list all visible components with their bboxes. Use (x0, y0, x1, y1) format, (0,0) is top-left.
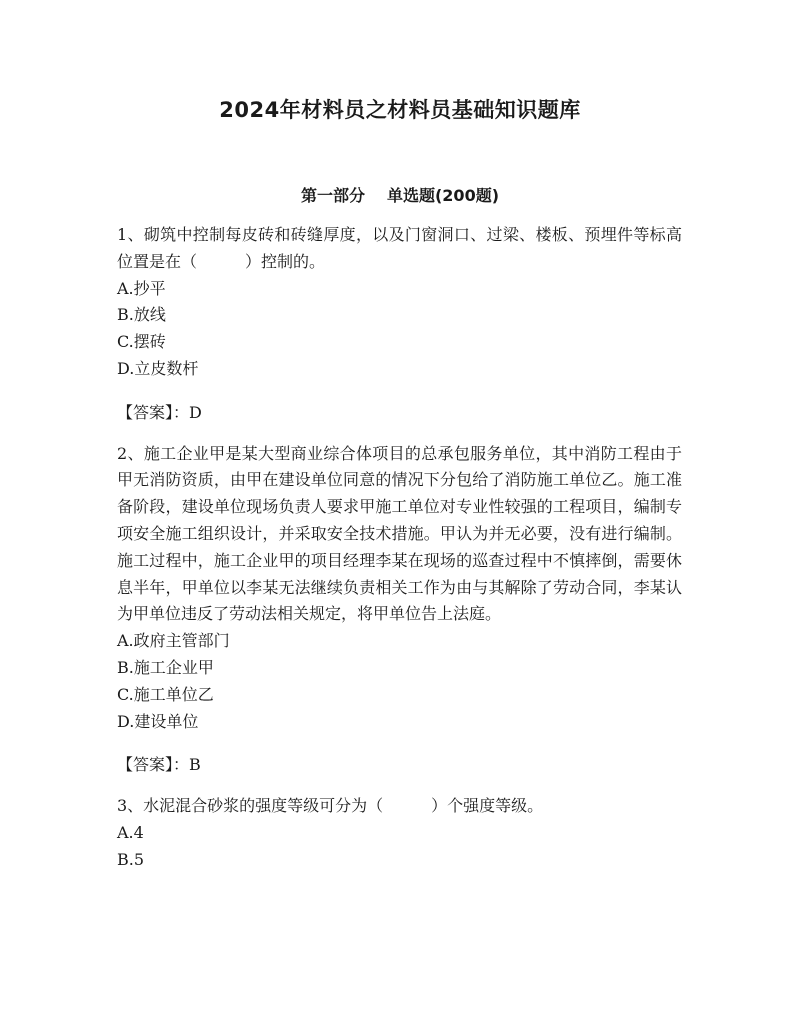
option-a: A.4 (117, 822, 144, 842)
option-b: B.5 (117, 849, 145, 869)
option-b: B.施工企业甲 (117, 657, 214, 677)
question-text: 3、水泥混合砂浆的强度等级可分为（ ）个强度等级。 (117, 796, 544, 816)
question-text: 1、砌筑中控制每皮砖和砖缝厚度，以及门窗洞口、过梁、楼板、预埋件等标高位置是在（ ）控制的。 (117, 225, 682, 271)
option-a: A.政府主管部门 (117, 631, 230, 651)
option-b: B.放线 (117, 305, 166, 325)
answer-line (117, 400, 682, 427)
answer-label: 【答案】： (117, 755, 190, 775)
option-c: C.施工单位乙 (117, 684, 214, 704)
question-1 (117, 222, 682, 427)
option-a: A.抄平 (117, 278, 166, 298)
question-3 (117, 793, 682, 873)
option-c: C.摆砖 (117, 332, 166, 352)
question-2 (117, 441, 682, 780)
section-heading: 单选题(200题) (386, 186, 500, 205)
answer-line (117, 752, 682, 779)
section-title (0, 183, 800, 209)
document-title: 2024年材料员之材料员基础知识题库 (219, 98, 581, 122)
answer-value: D (189, 402, 202, 422)
question-list (117, 222, 682, 874)
answer-value: B (189, 755, 201, 775)
section-part: 第一部分 (300, 186, 365, 205)
question-text: 2、施工企业甲是某大型商业综合体项目的总承包服务单位，其中消防工程由于甲无消防资质，由甲在建设单位同意的情况下分包给了消防施工单位乙。施工准备阶段，建设单位现场负责人要求甲施工单位对专业性较强的工程项目，编制专项安全施工组织设计，并采取安全技术措施。甲认为并无必要，没有进行编制。施工过程中，施工企业甲的项目经理李某在现场的巡查过程中不慎摔倒，需要休息半年，甲单位以李某无法继续负责相关工作为由与其解除了劳动合同，李某认为甲单位违反了劳动法相关规定，将甲单位告上法庭。 (117, 443, 682, 624)
option-d: D.建设单位 (117, 711, 199, 731)
answer-label: 【答案】： (117, 402, 190, 422)
option-d: D.立皮数杆 (117, 358, 199, 378)
